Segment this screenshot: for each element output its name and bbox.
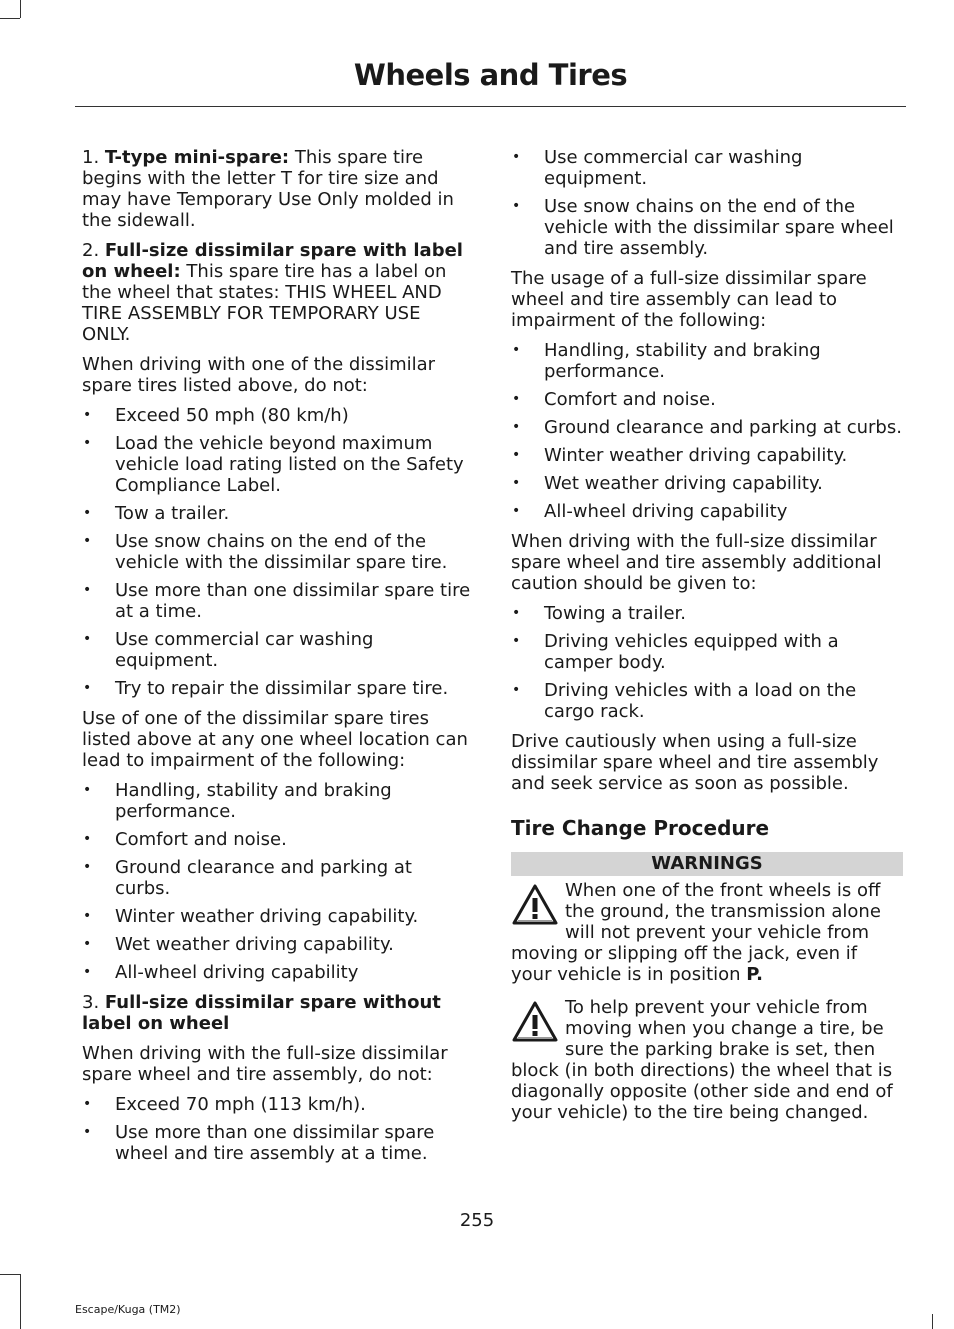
- list-item: • Use snow chains on the end of the vehicle with the dissimilar spare tire.: [83, 531, 448, 573]
- list-item: • Comfort and noise.: [83, 829, 287, 850]
- crop-mark: [932, 1314, 933, 1329]
- list-item: • Use more than one dissimilar spare tire at a time.: [83, 580, 471, 622]
- list-item: • Use snow chains on the end of the vehicle with the dissimilar spare wheel and tire assembly.: [512, 196, 894, 259]
- spare-type-1: 1. T-type mini-spare: This spare tire begins with the letter T for tire size and may have Temporary Use Only molded in the sidewall.: [82, 147, 454, 231]
- list-item: • Wet weather driving capability.: [512, 473, 823, 494]
- impairment-list: [82, 780, 472, 983]
- full-size-do-not-list: [82, 1094, 472, 1164]
- warning-1: When one of the front wheels is off the ground, the transmission alone will not prevent your vehicle from moving or slipping off the jack, even if your vehicle is in position P.: [511, 880, 881, 985]
- list-item: • Winter weather driving capability.: [512, 445, 848, 466]
- caution-intro: When driving with the full-size dissimilar spare wheel and tire assembly additional caution should be given to:: [511, 531, 882, 594]
- list-item: • Driving vehicles equipped with a camper body.: [512, 631, 839, 673]
- impairment-list: [511, 340, 903, 522]
- list-item: • Ground clearance and parking at curbs.: [512, 417, 902, 438]
- impairment-intro: Use of one of the dissimilar spare tires listed above at any one wheel location can lead to impairment of the following:: [82, 708, 468, 771]
- impairment-intro: The usage of a full-size dissimilar spare wheel and tire assembly can lead to impairment of the following:: [511, 268, 867, 331]
- right-column: [511, 147, 903, 1135]
- list-item: • Winter weather driving capability.: [83, 906, 419, 927]
- left-column: [82, 147, 472, 1173]
- warning-triangle-icon: [511, 883, 559, 927]
- continued-do-not-list: [511, 147, 903, 259]
- list-item: • All-wheel driving capability: [512, 501, 788, 522]
- list-item: • Wet weather driving capability.: [83, 934, 394, 955]
- spare-type-2: 2. Full-size dissimilar spare with label on wheel: This spare tire has a label on the wheel that states: THIS WHEEL AND TIRE ASSEMBLY FOR TEMPORARY USE ONLY.: [82, 240, 463, 345]
- page-number: 255: [459, 1210, 495, 1231]
- footer-model: Escape/Kuga (TM2): [75, 1303, 181, 1316]
- crop-mark: [20, 0, 21, 18]
- full-size-do-not-intro: When driving with the full-size dissimilar spare wheel and tire assembly, do not:: [82, 1043, 448, 1085]
- list-item: • Use more than one dissimilar spare wheel and tire assembly at a time.: [83, 1122, 435, 1164]
- list-item: • Load the vehicle beyond maximum vehicle load rating listed on the Safety Compliance Label.: [83, 433, 464, 496]
- warning-2: To help prevent your vehicle from moving when you change a tire, be sure the parking brake is set, then block (in both directions) the wheel that is diagonally opposite (other side and end of your vehicle) to the tire being changed.: [511, 997, 893, 1123]
- list-item: • Tow a trailer.: [83, 503, 230, 524]
- drive-cautiously-text: Drive cautiously when using a full-size dissimilar spare wheel and tire assembly and seek service as soon as possible.: [511, 731, 879, 794]
- do-not-list: [82, 405, 472, 699]
- crop-mark: [0, 1274, 20, 1275]
- list-item: • Use commercial car washing equipment.: [83, 629, 374, 671]
- list-item: • Handling, stability and braking performance.: [83, 780, 392, 822]
- list-item: • Comfort and noise.: [512, 389, 716, 410]
- warning-triangle-icon: [511, 1000, 559, 1044]
- do-not-intro: When driving with one of the dissimilar spare tires listed above, do not:: [82, 354, 436, 396]
- caution-list: [511, 603, 903, 722]
- crop-mark: [20, 1274, 21, 1329]
- list-item: • Driving vehicles with a load on the cargo rack.: [512, 680, 857, 722]
- list-item: • Exceed 50 mph (80 km/h): [83, 405, 349, 426]
- list-item: • All-wheel driving capability: [83, 962, 359, 983]
- list-item: • Ground clearance and parking at curbs.: [83, 857, 412, 899]
- section-heading: Tire Change Procedure: [511, 816, 770, 840]
- list-item: • Handling, stability and braking performance.: [512, 340, 821, 382]
- page-title: Wheels and Tires: [353, 58, 628, 92]
- spare-type-3: 3. Full-size dissimilar spare without label on wheel: [82, 992, 441, 1034]
- warnings-header: WARNINGS: [511, 852, 903, 876]
- crop-mark: [0, 18, 20, 19]
- title-divider: [75, 106, 906, 107]
- list-item: • Exceed 70 mph (113 km/h).: [83, 1094, 366, 1115]
- list-item: • Use commercial car washing equipment.: [512, 147, 803, 189]
- list-item: • Try to repair the dissimilar spare tire.: [83, 678, 449, 699]
- list-item: • Towing a trailer.: [512, 603, 687, 624]
